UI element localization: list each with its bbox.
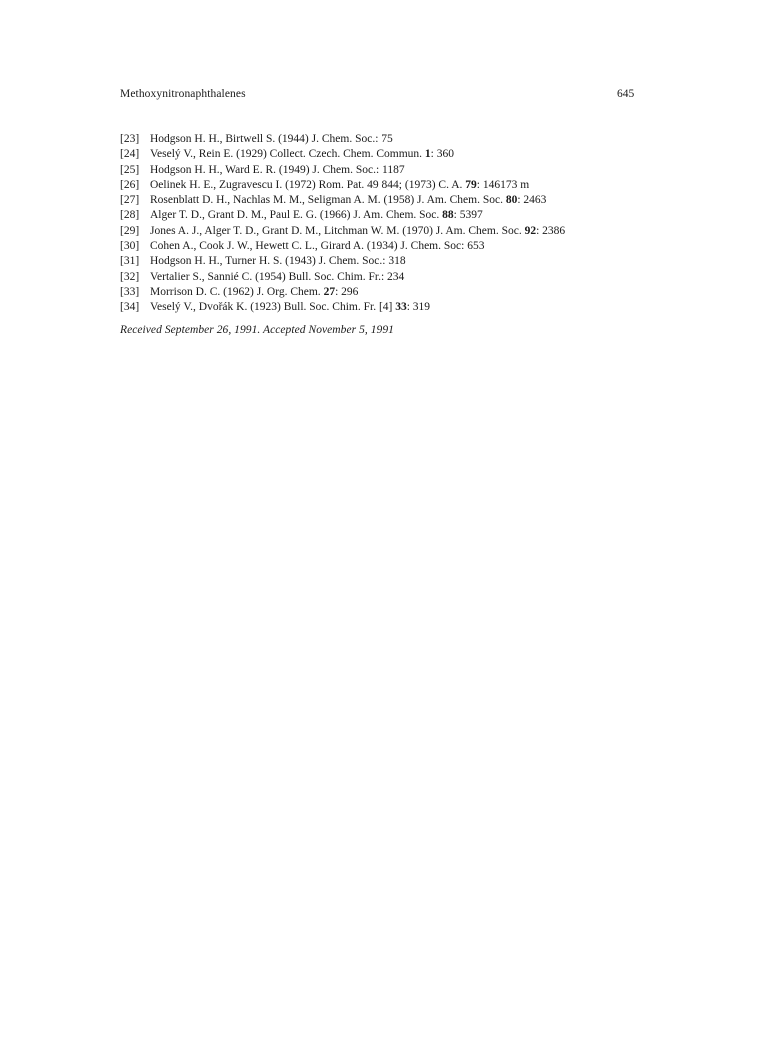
reference-pages: : 2386 <box>536 224 566 237</box>
reference-text: Hodgson H. H., Birtwell S. (1944) J. Chem. Soc.: 75 <box>150 133 393 145</box>
received-accepted-dates: Received September 26, 1991. Accepted November 5, 1991 <box>120 324 394 336</box>
reference-volume: 33 <box>395 301 407 314</box>
reference-number: [23] <box>120 133 140 145</box>
page-number: 645 <box>617 88 635 100</box>
reference-pages: : 319 <box>406 301 431 314</box>
reference-number: [25] <box>120 163 140 176</box>
reference-number: [31] <box>120 255 140 268</box>
reference-text: Cohen A., Cook J. W., Hewett C. L., Girard A. (1934) J. Chem. Soc: 653 <box>150 240 485 253</box>
reference-pages: : 360 <box>430 148 454 161</box>
reference-item <box>120 254 650 269</box>
reference-text: Morrison D. C. (1962) J. Org. Chem. <box>150 285 324 298</box>
running-head: Methoxynitronaphthalenes <box>120 88 246 100</box>
reference-volume: 92 <box>524 224 537 237</box>
reference-text: Veselý V., Rein E. (1929) Collect. Czech. Chem. Commun. <box>150 148 425 161</box>
reference-text: Alger T. D., Grant D. M., Paul E. G. (1966) J. Am. Chem. Soc. <box>150 209 443 222</box>
reference-item <box>120 285 650 300</box>
reference-item <box>120 270 650 285</box>
reference-text: Vertalier S., Sannié C. (1954) Bull. Soc. Chim. Fr.: 234 <box>150 270 405 283</box>
reference-pages: : 296 <box>335 285 359 298</box>
reference-number: [27] <box>120 194 140 207</box>
reference-number: [30] <box>120 240 140 253</box>
reference-item <box>120 178 650 193</box>
reference-text: Rosenblatt D. H., Nachlas M. M., Seligman A. M. (1958) J. Am. Chem. Soc. <box>150 194 506 207</box>
reference-number: [26] <box>120 178 140 191</box>
reference-number: [34] <box>120 301 140 314</box>
reference-number: [32] <box>120 270 140 283</box>
reference-list <box>120 132 650 316</box>
reference-pages: : 146173 m <box>476 178 530 191</box>
reference-number: [29] <box>120 224 140 237</box>
reference-volume: 80 <box>505 194 518 207</box>
reference-number: [33] <box>120 285 140 298</box>
reference-volume: 88 <box>442 209 454 222</box>
reference-number: [24] <box>120 148 140 161</box>
reference-item <box>120 132 650 147</box>
reference-volume: 79 <box>465 178 477 191</box>
reference-volume: 1 <box>424 148 431 161</box>
reference-item <box>120 208 650 223</box>
reference-item <box>120 163 650 178</box>
reference-pages: : 5397 <box>453 209 483 222</box>
reference-text: Veselý V., Dvořák K. (1923) Bull. Soc. Chim. Fr. [4] <box>150 301 396 314</box>
reference-item <box>120 300 650 315</box>
reference-volume: 27 <box>323 285 336 298</box>
reference-item <box>120 239 650 254</box>
reference-text: Jones A. J., Alger T. D., Grant D. M., Litchman W. M. (1970) J. Am. Chem. Soc. <box>150 224 525 237</box>
reference-text: Hodgson H. H., Ward E. R. (1949) J. Chem. Soc.: 1187 <box>150 163 405 176</box>
reference-text: Oelinek H. E., Zugravescu I. (1972) Rom. Pat. 49 844; (1973) C. A. <box>150 178 466 191</box>
reference-text: Hodgson H. H., Turner H. S. (1943) J. Chem. Soc.: 318 <box>150 255 406 268</box>
reference-item <box>120 224 650 239</box>
reference-item <box>120 193 650 208</box>
reference-item <box>120 147 650 162</box>
reference-number: [28] <box>120 209 140 222</box>
reference-pages: : 2463 <box>517 194 547 207</box>
